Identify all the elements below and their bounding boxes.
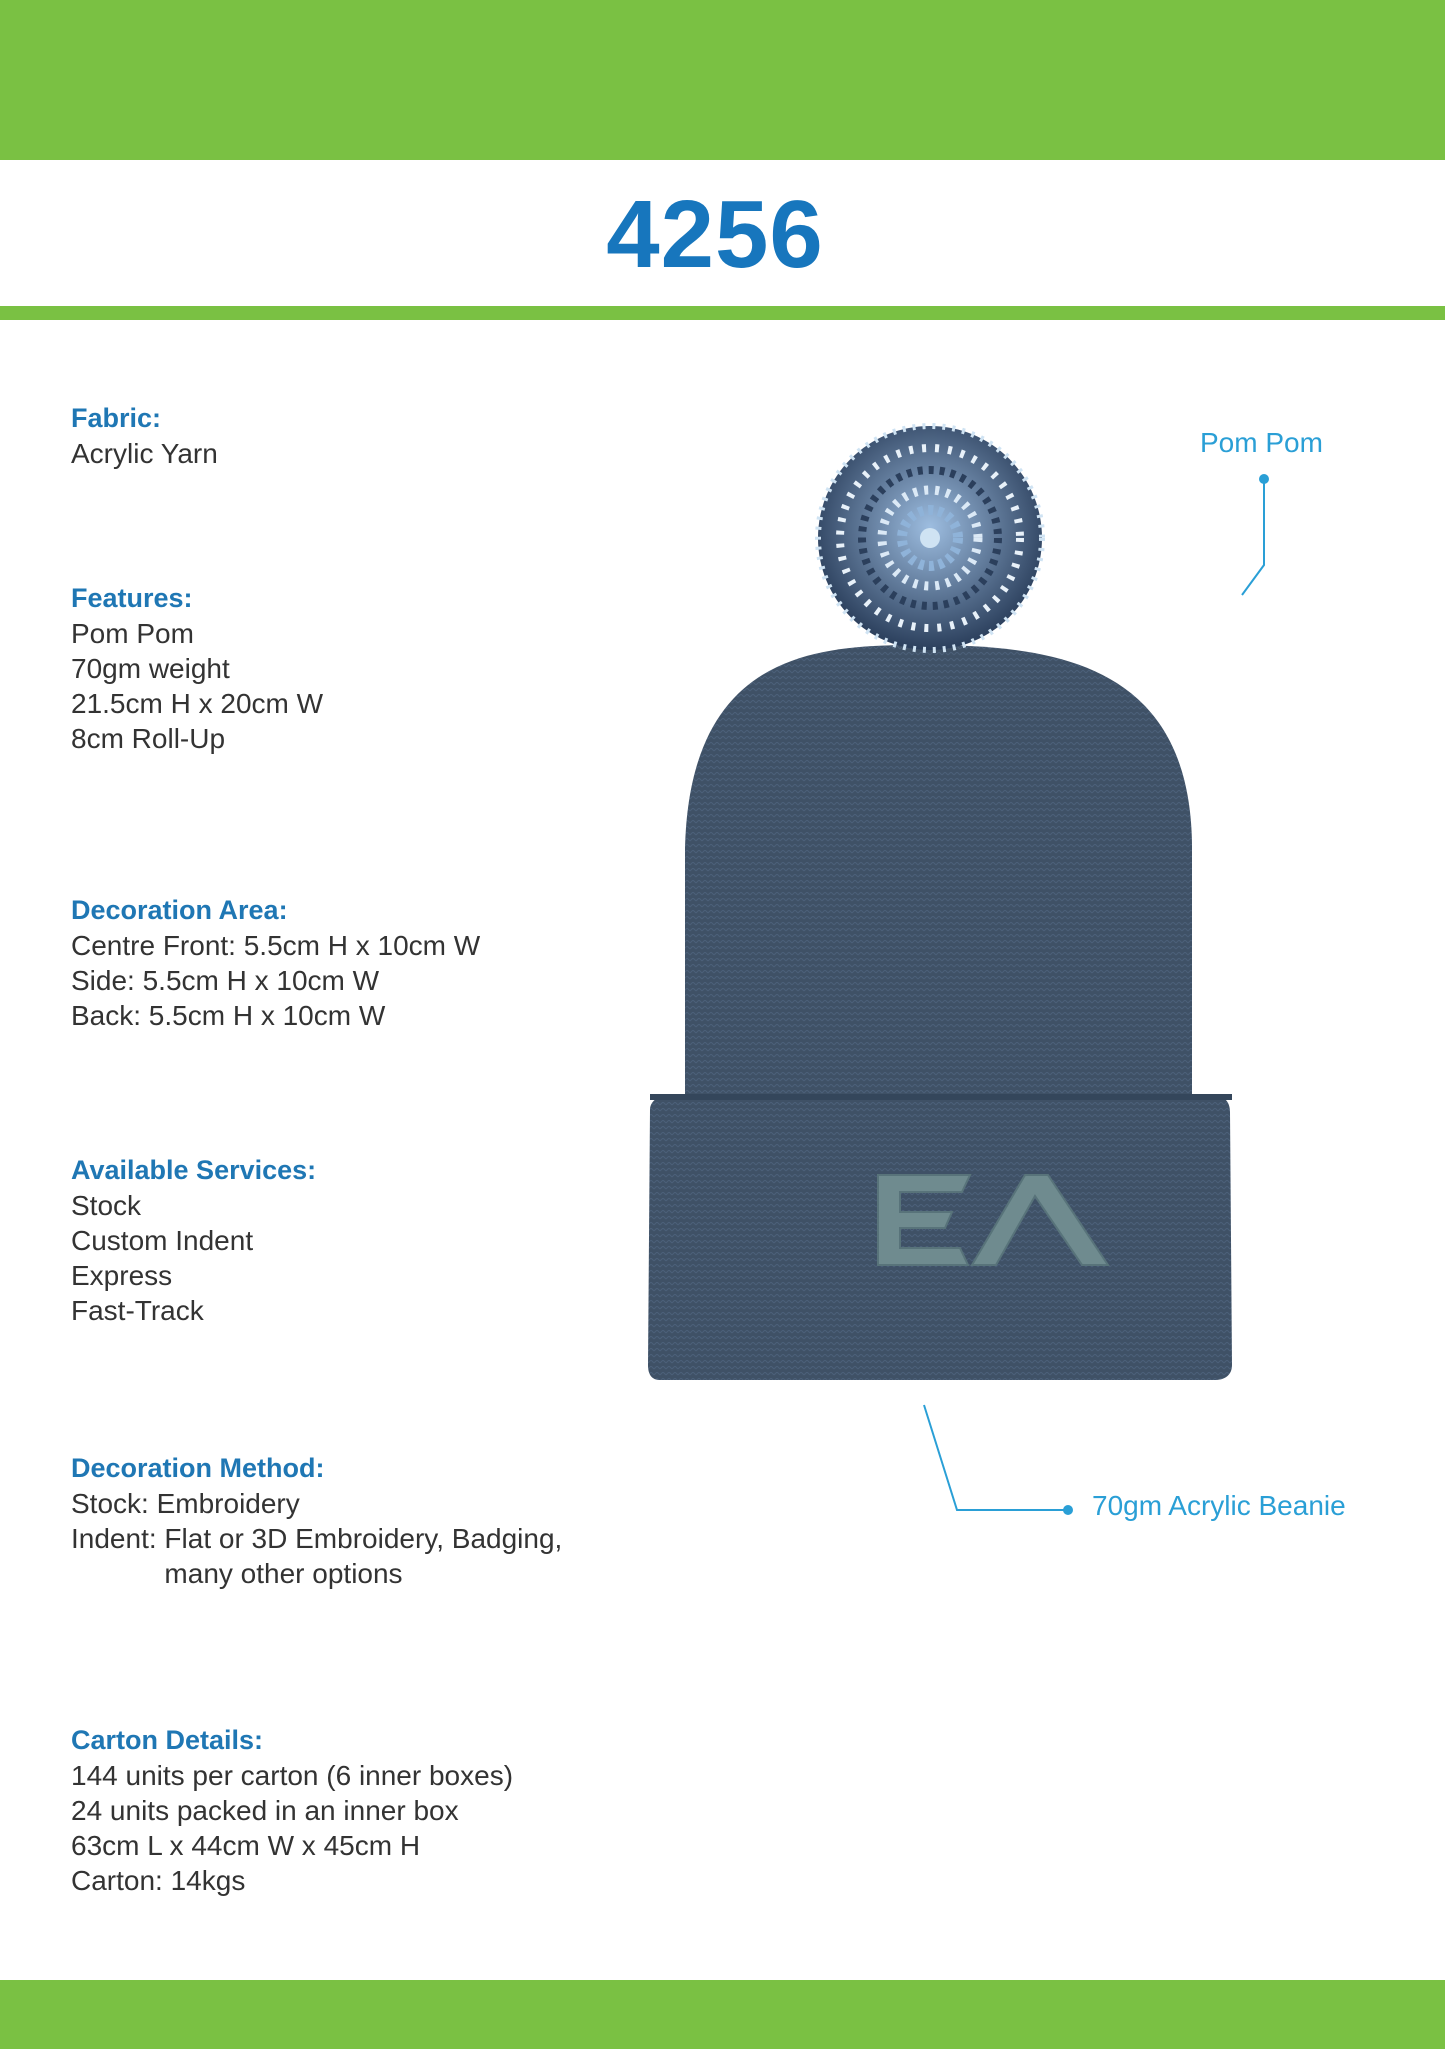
beanie-leader-line [924, 1405, 1068, 1510]
decoration-area-heading: Decoration Area: [71, 895, 288, 925]
available-services-heading: Available Services: [71, 1155, 317, 1185]
pom-pom-leader-line [1242, 479, 1264, 595]
decoration-area-item: Side: 5.5cm H x 10cm W [71, 965, 380, 996]
service-item: Express [71, 1260, 173, 1291]
pom-pom-leader-dot [1259, 474, 1269, 484]
carton-details-heading: Carton Details: [71, 1725, 264, 1755]
feature-item: 21.5cm H x 20cm W [71, 688, 324, 719]
carton-detail-item: 63cm L x 44cm W x 45cm H [71, 1830, 421, 1861]
service-item: Fast-Track [71, 1295, 204, 1326]
feature-item: 8cm Roll-Up [71, 723, 226, 754]
method-value: Embroidery [156, 1488, 300, 1519]
beanie-callout-label: 70gm Acrylic Beanie [1092, 1490, 1346, 1521]
carton-detail-item: Carton: 14kgs [71, 1865, 246, 1896]
features-heading: Features: [71, 583, 193, 613]
pom-pom-callout-label: Pom Pom [1200, 427, 1323, 458]
method-key: Indent: [71, 1523, 157, 1554]
fabric-heading: Fabric: [71, 403, 162, 433]
decoration-method-heading: Decoration Method: [71, 1453, 325, 1483]
bottom-green-band [0, 1980, 1445, 2049]
service-item: Custom Indent [71, 1225, 254, 1256]
product-code: 4256 [606, 181, 824, 288]
beanie-leader-dot [1063, 1505, 1073, 1515]
method-key: Stock: [71, 1488, 149, 1519]
method-value: Flat or 3D Embroidery, Badging, many other options [164, 1523, 563, 1589]
fabric-value: Acrylic Yarn [71, 438, 218, 469]
service-item: Stock [71, 1190, 142, 1221]
carton-detail-item: 144 units per carton (6 inner boxes) [71, 1760, 514, 1791]
feature-item: Pom Pom [71, 618, 194, 649]
feature-item: 70gm weight [71, 653, 230, 684]
decoration-area-item: Back: 5.5cm H x 10cm W [71, 1000, 386, 1031]
carton-detail-item: 24 units packed in an inner box [71, 1795, 459, 1826]
decoration-area-item: Centre Front: 5.5cm H x 10cm W [71, 930, 481, 961]
